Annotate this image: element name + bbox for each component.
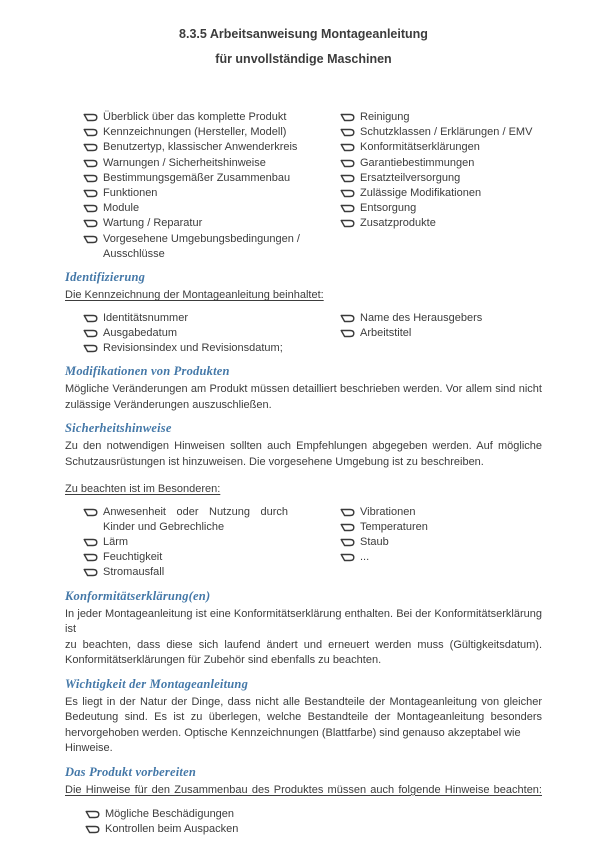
bullet-text: Wartung / Reparatur: [103, 217, 203, 230]
bullet-item: [340, 550, 542, 565]
bullet-text: Mögliche Beschädigungen: [105, 808, 235, 821]
paragraph-line: Zu den notwendigen Hinweisen sollten auch Empfehlungen abgegeben werden. Auf mögliche: [65, 440, 542, 453]
arrow-bullet-icon: [340, 128, 355, 137]
bullet-text: [103, 232, 300, 262]
bullet-text: Vibrationen: [360, 505, 416, 518]
bullet-item: [340, 326, 542, 341]
arrow-bullet-icon: [83, 235, 98, 244]
arrow-bullet-icon: [85, 825, 100, 834]
overview-bullet-list: [83, 110, 542, 262]
wichtigkeit-paragraph: [65, 695, 542, 757]
bullet-text: Kontrollen beim Auspacken: [105, 823, 239, 836]
arrow-bullet-icon: [340, 508, 355, 517]
bullet-item: [83, 186, 340, 201]
arrow-bullet-icon: [83, 189, 98, 198]
bullet-item: [83, 326, 340, 341]
bullet-item: [83, 311, 340, 326]
arrow-bullet-icon: [83, 219, 98, 228]
bullet-item: [83, 156, 340, 171]
bullet-text-line1: Vorgesehene Umgebungsbedingungen /: [103, 232, 300, 245]
arrow-bullet-icon: [83, 314, 98, 323]
bullet-text: Warnungen / Sicherheitshinweise: [103, 156, 266, 169]
bullet-text: Name des Herausgebers: [360, 311, 483, 324]
produkt-vorbereiten-intro: Die Hinweise für den Zusammenbau des Produktes müssen auch folgende Hinweise beachten:: [65, 783, 542, 796]
bullet-text: Überblick über das komplette Produkt: [103, 111, 287, 123]
arrow-bullet-icon: [83, 329, 98, 338]
bullet-text: Garantiebestimmungen: [360, 156, 475, 169]
section-heading-modifikationen: Modifikationen von Produkten: [65, 364, 230, 379]
bullet-item: [83, 140, 340, 155]
bullet-item: [340, 156, 542, 171]
arrow-bullet-icon: [83, 568, 98, 577]
overview-right-column: [340, 110, 542, 262]
arrow-bullet-icon: [340, 329, 355, 338]
bullet-item: [83, 232, 340, 262]
paragraph-line: Mögliche Veränderungen am Produkt müssen detailliert beschrieben werden. Vor allem sind nicht: [65, 383, 542, 396]
document-title-line2: für unvollständige Maschinen: [215, 52, 392, 66]
bullet-text: Arbeitstitel: [360, 326, 412, 339]
bullet-text: Zulässige Modifikationen: [360, 187, 482, 200]
paragraph-line: Konformitätserklärungen für Zubehör sind ebenfalls zu beachten.: [65, 654, 382, 667]
arrow-bullet-icon: [83, 344, 98, 353]
bullet-item: [340, 171, 542, 186]
identifizierung-right-column: [340, 311, 542, 357]
bullet-item: [83, 565, 340, 580]
sicherheitshinweise-bullet-list: [83, 505, 542, 581]
arrow-bullet-icon: [83, 113, 98, 122]
arrow-bullet-icon: [340, 113, 355, 122]
arrow-bullet-icon: [83, 553, 98, 562]
bullet-item: [83, 535, 340, 550]
bullet-item: [340, 535, 542, 550]
identifizierung-intro: Die Kennzeichnung der Montageanleitung beinhaltet:: [65, 289, 324, 302]
bullet-item: [85, 807, 542, 822]
arrow-bullet-icon: [340, 159, 355, 168]
bullet-item: [83, 216, 340, 231]
modifikationen-paragraph: [65, 382, 542, 413]
bullet-text: Schutzklassen / Erklärungen / EMV: [360, 126, 533, 139]
bullet-text: Zusatzprodukte: [360, 217, 436, 230]
section-heading-konformitaetserklaerung: Konformitätserklärung(en): [65, 588, 211, 603]
arrow-bullet-icon: [83, 174, 98, 183]
bullet-text: Reinigung: [360, 111, 410, 123]
bullet-item: [340, 125, 542, 140]
bullet-text: Staub: [360, 536, 389, 549]
bullet-item: [340, 505, 542, 520]
bullet-text: Kennzeichnungen (Hersteller, Modell): [103, 126, 287, 139]
arrow-bullet-icon: [83, 143, 98, 152]
document-title-line1: 8.3.5 Arbeitsanweisung Montageanleitung: [179, 27, 428, 41]
bullet-text: Entsorgung: [360, 202, 417, 215]
arrow-bullet-icon: [340, 143, 355, 152]
arrow-bullet-icon: [340, 204, 355, 213]
paragraph-line: Es liegt in der Natur der Dinge, dass nicht alle Bestandteile der Montageanleitung von gleicher: [65, 695, 542, 708]
bullet-text: Benutzertyp, klassischer Anwenderkreis: [103, 141, 298, 154]
arrow-bullet-icon: [85, 810, 100, 819]
identifizierung-left-column: [83, 311, 340, 357]
paragraph-line: Bedeutung sind. Es ist zu überlegen, welche Bestandteile der Montageanleitung besonders: [65, 711, 542, 724]
bullet-text: Lärm: [103, 536, 129, 549]
bullet-text: [103, 505, 288, 535]
konformitaetserklaerung-paragraph: [65, 607, 542, 669]
arrow-bullet-icon: [83, 159, 98, 168]
arrow-bullet-icon: [340, 553, 355, 562]
bullet-text: Ersatzteilversorgung: [360, 171, 461, 184]
bullet-text: Bestimmungsgemäßer Zusammenbau: [103, 171, 291, 184]
arrow-bullet-icon: [83, 508, 98, 517]
bullet-item: [83, 550, 340, 565]
arrow-bullet-icon: [340, 219, 355, 228]
arrow-bullet-icon: [83, 204, 98, 213]
bullet-item: [83, 110, 340, 125]
section-heading-sicherheitshinweise: Sicherheitshinweise: [65, 421, 172, 436]
bullet-text: Stromausfall: [103, 566, 165, 579]
paragraph-line: zu beachten, dass diese sich laufend ändert und erneuert werden muss (Gültigkeitsdatum).: [65, 638, 542, 651]
bullet-item: [340, 140, 542, 155]
arrow-bullet-icon: [340, 538, 355, 547]
section-heading-wichtigkeit: Wichtigkeit der Montageanleitung: [65, 676, 249, 691]
bullet-item: [340, 186, 542, 201]
bullet-text: Funktionen: [103, 187, 158, 200]
bullet-item: [340, 520, 542, 535]
bullet-item: [340, 110, 542, 125]
paragraph-line: hervorgehoben werden. Optische Kennzeichnungen (Blattfarbe) sind genauso akzeptabel wie Hinweise.: [65, 726, 521, 755]
produkt-vorbereiten-bullet-list: [85, 807, 542, 837]
bullet-item: [83, 201, 340, 216]
sicherheitshinweise-left-column: [83, 505, 340, 581]
arrow-bullet-icon: [340, 174, 355, 183]
sicherheitshinweise-right-column: [340, 505, 542, 581]
bullet-item: [340, 311, 542, 326]
bullet-text: Temperaturen: [360, 520, 428, 533]
paragraph-line: In jeder Montageanleitung ist eine Konformitätserklärung enthalten. Bei der Konformitätserklärung ist: [65, 607, 542, 636]
bullet-text: Revisionsindex und Revisionsdatum;: [103, 341, 283, 354]
bullet-text-line1: Anwesenheit oder Nutzung durch: [103, 505, 288, 518]
bullet-text: Identitätsnummer: [103, 311, 188, 324]
overview-left-column: [83, 110, 340, 262]
bullet-item: [83, 125, 340, 140]
bullet-text: Module: [103, 202, 140, 215]
sicherheitshinweise-sub-intro: Zu beachten ist im Besonderen:: [65, 483, 221, 496]
bullet-item: [83, 341, 340, 356]
arrow-bullet-icon: [83, 538, 98, 547]
bullet-text: Ausgabedatum: [103, 326, 177, 339]
paragraph-line: Schutzausrüstungen ist hinzuweisen. Die vorgesehene Umgebung ist zu beschreiben.: [65, 455, 484, 468]
bullet-text: ...: [360, 551, 370, 564]
paragraph-line: zulässige Veränderungen auszuschließen.: [65, 398, 272, 411]
sicherheitshinweise-paragraph: [65, 439, 542, 470]
bullet-item: [83, 505, 340, 535]
section-heading-produkt-vorbereiten: Das Produkt vorbereiten: [65, 764, 196, 779]
bullet-text: Konformitätserklärungen: [360, 141, 480, 154]
arrow-bullet-icon: [340, 523, 355, 532]
arrow-bullet-icon: [340, 314, 355, 323]
bullet-item: [340, 216, 542, 231]
bullet-item: [340, 201, 542, 216]
bullet-text-line2: Kinder und Gebrechliche: [103, 520, 225, 533]
section-heading-identifizierung: Identifizierung: [65, 270, 146, 285]
arrow-bullet-icon: [340, 189, 355, 198]
arrow-bullet-icon: [83, 128, 98, 137]
bullet-item: [85, 822, 542, 837]
bullet-text: Feuchtigkeit: [103, 551, 163, 564]
bullet-item: [83, 171, 340, 186]
bullet-text-line2: Ausschlüsse: [103, 247, 165, 260]
identifizierung-bullet-list: [83, 311, 542, 357]
